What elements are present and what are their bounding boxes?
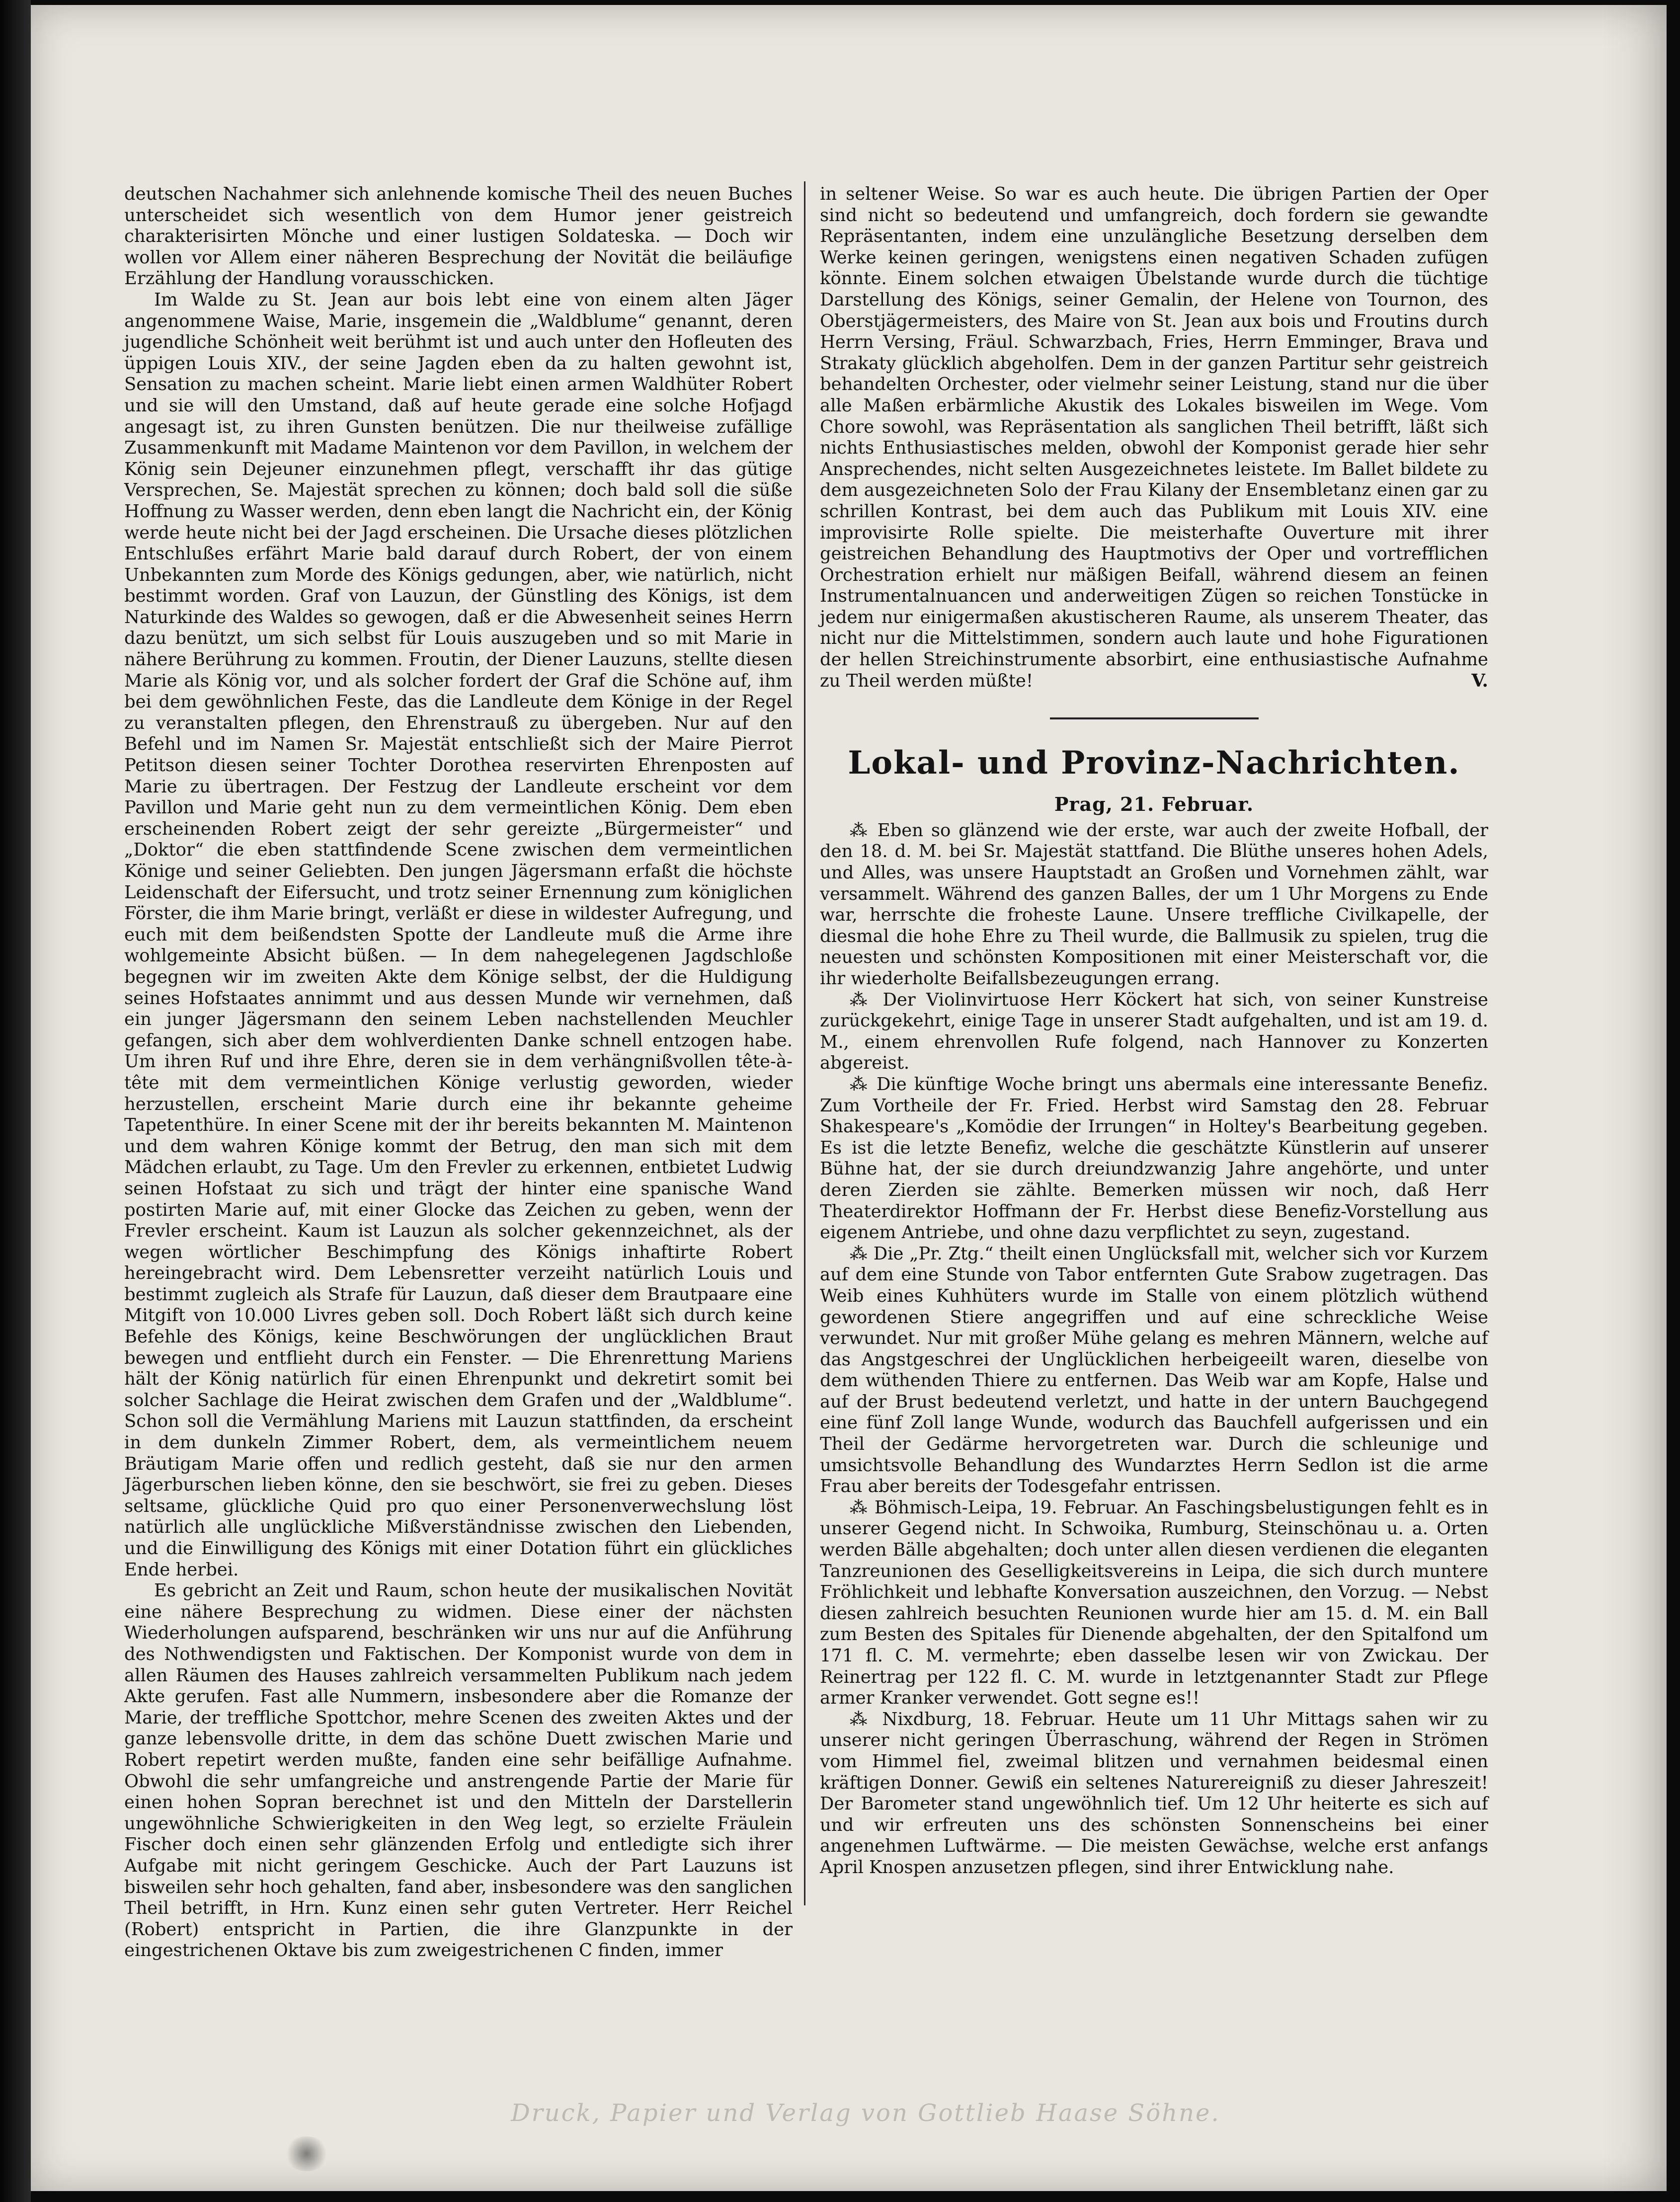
author-signature: V. <box>1471 670 1488 691</box>
news-item: ⁂ Böhmisch-Leipa, 19. Februar. An Faschingsbelustigungen fehlt es in unserer Gegend nicht. In Schwoika, Rumburg, Steinschönau u. a. Orten werden Bälle abgehalten; doch unter allen diesen verdienen die eleganten Tanzreunionen des Geselligkeitsvereins in Leipa, die sich durch muntere Fröhlichkeit und lebhafte Konversation auszeichnen, den Vorzug. — Nebst diesen zahlreich besuchten Reunionen wurde hier am 15. d. M. ein Ball zum Besten des Spitales für Dienende abgehalten, der den Spitalfond um 171 fl. C. M. vermehrte; eben dasselbe lesen wir von Zwickau. Der Reinertrag per 122 fl. C. M. wurde in letztgenannter Stadt zur Pflege armer Kranker verwendet. Gott segne es!! <box>820 1497 1488 1709</box>
news-item: ⁂ Eben so glänzend wie der erste, war auch der zweite Hofball, der den 18. d. M. bei Sr. Majestät stattfand. Die Blüthe unseres hohen Adels, und Alles, was unsere Hauptstadt an Großen und Vornehmen zählt, war versammelt. Während des ganzen Balles, der um 1 Uhr Morgens zu Ende war, herrschte die froheste Laune. Unsere treffliche Civilkapelle, der diesmal die hohe Ehre zu Theil wurde, die Ballmusik zu spielen, trug die neuesten und schönsten Kompositionen mit einer Meisterschaft vor, die ihr wiederholte Beifallsbezeugungen errang. <box>820 820 1488 989</box>
ink-blot <box>284 2136 329 2171</box>
news-item: ⁂ Nixdburg, 18. Februar. Heute um 11 Uhr Mittags sahen wir zu unserer nicht geringen Überraschung, während der Regen in Strömen vom Himmel fiel, zweimal blitzen und vernahmen beidesmal einen kräftigen Donner. Gewiß ein seltenes Naturereigniß zu dieser Jahreszeit! Der Barometer stand ungewöhnlich tief. Um 12 Uhr heiterte es sich auf und wir erfreuten uns des schönsten Sonnenscheins bei einer angenehmen Luftwärme. — Die meisten Gewächse, welche erst anfangs April Knospen anzusetzen pflegen, sind ihrer Entwicklung nahe. <box>820 1709 1488 1878</box>
section-heading: Lokal- und Provinz-Nachrichten. <box>848 744 1460 782</box>
right-column <box>820 184 1488 1879</box>
printer-imprint: Druck, Papier und Verlag von Gottlieb Haase Söhne. <box>511 2099 1220 2127</box>
column-rule <box>804 181 805 1905</box>
article-paragraph: Im Walde zu St. Jean aur bois lebt eine von einem alten Jäger angenommene Waise, Marie, insgemein die „Waldblume“ genannt, deren jugendliche Schönheit weit berühmt ist und auch unter den Hofleuten des üppigen Louis XIV., der seine Jagden eben da zu halten gewohnt ist, Sensation zu machen scheint. Marie liebt einen armen Waldhüter Robert und sie will den Umstand, daß auf heute gerade eine solche Hofjagd angesagt ist, zu ihren Gunsten benützen. Die nur theilweise zufällige Zusammenkunft mit Madame Maintenon vor dem Pavillon, in welchem der König sein Dejeuner einzunehmen pflegt, verschafft ihr das gütige Versprechen, Se. Majestät sprechen zu können; doch bald soll die süße Hoffnung zu Wasser werden, denn eben langt die Nachricht ein, der König werde heute nicht bei der Jagd erscheinen. Die Ursache dieses plötzlichen Entschlußes erfährt Marie bald darauf durch Robert, der von einem Unbekannten zum Morde des Königs gedungen, aber, wie natürlich, nicht bestimmt worden. Graf von Lauzun, der Günstling des Königs, ist dem Naturkinde des Waldes so gewogen, daß er die Abwesenheit seines Herrn dazu benützt, um sich selbst für Louis auszugeben und so mit Marie in nähere Berührung zu kommen. Froutin, der Diener Lauzuns, stellte diesen Marie als König vor, und als solcher fordert der Graf die Schöne auf, ihm bei dem gewöhnlichen Feste, das die Landleute dem Könige in der Regel zu veranstalten pflegen, den Ehrenstrauß zu übergeben. Nur auf den Befehl und im Namen Sr. Majestät entschließt sich der Maire Pierrot Petitson diesen seiner Tochter Dorothea reservirten Ehrenposten auf Marie zu übertragen. Der Festzug der Landleute erscheint vor dem Pavillon und Marie geht nun zu dem vermeintlichen König. Dem eben erscheinenden Robert zeigt der sehr gereizte „Bürgermeister“ und „Doktor“ die eben stattfindende Scene zwischen dem vermeintlichen Könige und seiner Geliebten. Den jungen Jägersmann erfaßt die höchste Leidenschaft der Eifersucht, und trotz seiner Ernennung zum königlichen Förster, die ihm Marie bringt, verläßt er diese in wildester Aufregung, und euch mit dem beißendsten Spotte der Landleute muß die Arme ihre wohlgemeinte Absicht büßen. — In dem nahegelegenen Jagdschloße begegnen wir im zweiten Akte dem Könige selbst, der die Huldigung seines Hofstaates annimmt und aus dessen Munde wir vernehmen, daß ein junger Jägersmann den seinem Leben nachstellenden Meuchler gefangen, sich aber dem wohlverdienten Danke schnell entzogen habe. Um ihren Ruf und ihre Ehre, deren sie in dem verhängnißvollen tête-à-tête mit dem vermeintlichen Könige verlustig geworden, wieder herzustellen, erscheint Marie durch eine ihr bekannte geheime Tapetenthüre. In einer Scene mit der ihr bereits bekannten M. Maintenon und dem wahren Könige kommt der Betrug, den man sich mit dem Mädchen erlaubt, zu Tage. Um den Frevler zu erkennen, entbietet Ludwig seinen Hofstaat zu sich und trägt der hinter eine spanische Wand postirten Marie auf, mit einer Glocke das Zeichen zu geben, wenn der Frevler erscheint. Kaum ist Lauzun als solcher gekennzeichnet, als der wegen wörtlicher Beschimpfung des Königs inhaftirte Robert hereingebracht wird. Dem Lebensretter verzeiht natürlich Louis und bestimmt zugleich als Strafe für Lauzun, daß dieser dem Brautpaare eine Mitgift von 10.000 Livres geben soll. Doch Robert läßt sich durch keine Befehle des Königs, keine Beschwörungen der unglücklichen Braut bewegen und entflieht durch ein Fenster. — Die Ehrenrettung Mariens hält der König natürlich für einen Ehrenpunkt und dekretirt somit bei solcher Sachlage die Heirat zwischen dem Grafen und der „Waldblume“. Schon soll die Vermählung Mariens mit Lauzun stattfinden, da erscheint in dem dunkeln Zimmer Robert, dem, als vermeintlichem neuem Bräutigam Marie offen und redlich gesteht, daß sie nur den armen Jägerburschen lieben könne, den sie beschwört, sie frei zu geben. Dieses seltsame, glückliche Quid pro quo einer Personenverwechslung löst natürlich alle unglückliche Mißverständnisse zwischen den Liebenden, und die Einwilligung des Königs mit einer Dotation führt ein glückliches Ende herbei. <box>124 289 793 1580</box>
news-item: ⁂ Die „Pr. Ztg.“ theilt einen Unglücksfall mit, welcher sich vor Kurzem auf dem eine Stunde von Tabor entfernten Gute Srabow zugetragen. Das Weib eines Kuhhüters wurde im Stalle von einem plötzlich wüthend gewordenen Stiere angegriffen und auf eine schreckliche Weise verwundet. Nur mit großer Mühe gelang es mehren Männern, welche auf das Angstgeschrei der Unglücklichen herbeigeeilt waren, dieselbe von dem wüthenden Thiere zu entfernen. Das Weib war am Kopfe, Halse und auf der Brust bedeutend verletzt, und hatte in der untern Bauchgegend eine fünf Zoll lange Wunde, wodurch das Bauchfell aufgerissen und ein Theil der Gedärme hervorgetreten war. Durch die schleunige und umsichtsvolle Behandlung des Wundarztes Herrn Sedlon ist die arme Frau aber bereits der Todesgefahr entrissen. <box>820 1243 1488 1497</box>
article-paragraph: in seltener Weise. So war es auch heute. Die übrigen Partien der Oper sind nicht so bedeutend und umfangreich, doch fordern sie gewandte Repräsentanten, indem eine unzulängliche Besetzung derselben dem Werke keinen geringen, wenigstens einen negativen Schaden zufügen könnte. Einem solchen etwaigen Übelstande wurde durch die tüchtige Darstellung des Königs, seiner Gemalin, der Helene von Tournon, des Oberstjägermeisters, des Maire von St. Jean aux bois und Froutins durch Herrn Versing, Fräul. Schwarzbach, Fries, Herrn Emminger, Brava und Strakaty glücklich abgeholfen. Dem in der ganzen Partitur sehr geistreich behandelten Orchester, oder vielmehr seiner Leistung, stand nur die über alle Maßen erbärmliche Akustik des Lokales bisweilen im Wege. Vom Chore sowohl, was Repräsentation als sanglichen Theil betrifft, läßt sich nichts Enthusiastisches melden, obwohl der Komponist gerade hier sehr Ansprechendes, nicht selten Ausgezeichnetes leistete. Im Ballet bildete zu dem ausgezeichneten Solo der Frau Kilany der Ensembletanz einen gar zu schrillen Kontrast, bei dem auch das Publikum mit Louis XIV. eine improvisirte Rolle spielte. Die meisterhafte Ouverture mit ihrer geistreichen Behandlung des Hauptmotivs der Oper und vortrefflichen Orchestration erhielt nur mäßigen Beifall, während diesem an feinen Instrumentalnuancen und anderweitigen Zügen so reichen Tonstücke in jedem nur einigermaßen akustischeren Raume, als unserem Theater, das nicht nur die Mittelstimmen, sondern auch laute und hohe Figurationen der hellen Streichinstrumente absorbirt, eine enthusiastische Aufnahme zu Theil werden müßte! <box>820 184 1488 691</box>
news-item: ⁂ Die künftige Woche bringt uns abermals eine interessante Benefiz. Zum Vortheile der Fr. Fried. Herbst wird Samstag den 28. Februar Shakespeare's „Komödie der Irrungen“ in Holtey's Bearbeitung gegeben. Es ist die letzte Benefiz, welche die geschätzte Künstlerin auf unserer Bühne hat, der sie durch dreiundzwanzig Jahre angehörte, und unter deren Zierden sie zählte. Bemerken müssen wir noch, daß Herr Theaterdirektor Hoffmann der Fr. Herbst diese Benefiz-Vorstellung aus eigenem Antriebe, und ohne dazu verpflichtet zu seyn, zugestand. <box>820 1074 1488 1243</box>
article-continuation <box>820 184 1488 692</box>
dateline: Prag, 21. Februar. <box>1054 793 1254 816</box>
page-shadow <box>1602 5 1667 2191</box>
left-column <box>124 184 793 1962</box>
newspaper-page <box>31 5 1667 2191</box>
article-paragraph: Es gebricht an Zeit und Raum, schon heute der musikalischen Novität eine nähere Besprechung zu widmen. Diese einer der nächsten Wiederholungen aufsparend, beschränken wir uns nur auf die Anführung des Nothwendigsten und Faktischen. Der Komponist wurde von dem in allen Räumen des Hauses zahlreich versammelten Publikum nach jedem Akte gerufen. Fast alle Nummern, insbesondere aber die Romanze der Marie, der treffliche Spottchor, mehre Scenen des zweiten Aktes und der ganze lebensvolle dritte, in dem das schöne Duett zwischen Marie und Robert repetirt werden mußte, fanden eine sehr beifällige Aufnahme. Obwohl die sehr umfangreiche und anstrengende Partie der Marie für einen hohen Sopran berechnet ist und den Mitteln der Darstellerin ungewöhnliche Schwierigkeiten in den Weg legt, so erzielte Fräulein Fischer doch einen sehr glänzenden Erfolg und entledigte sich ihrer Aufgabe mit nicht geringem Geschicke. Auch der Part Lauzuns ist bisweilen sehr hoch gehalten, fand aber, insbesondere was den sanglichen Theil betrifft, in Hrn. Kunz einen sehr guten Vertreter. Herr Reichel (Robert) entspricht in Partien, die ihre Glanzpunkte in der eingestrichenen Oktave bis zum zweigestrichenen C finden, immer <box>124 1580 793 1961</box>
scan-edge <box>0 0 31 2202</box>
article-paragraph: deutschen Nachahmer sich anlehnende komische Theil des neuen Buches unterscheidet sich wesentlich von dem Humor jener geistreich charakterisirten Mönche und einer lustigen Soldateska. — Doch wir wollen vor Allem einer näheren Besprechung der Novität die beiläufige Erzählung der Handlung vorausschicken. <box>124 184 793 289</box>
news-item: ⁂ Der Violinvirtuose Herr Köckert hat sich, von seiner Kunstreise zurückgekehrt, einige Tage in unserer Stadt aufgehalten, und ist am 19. d. M., einem ehrenvollen Rufe folgend, nach Hannover zu Konzerten abgereist. <box>820 989 1488 1074</box>
section-divider <box>1050 717 1259 719</box>
